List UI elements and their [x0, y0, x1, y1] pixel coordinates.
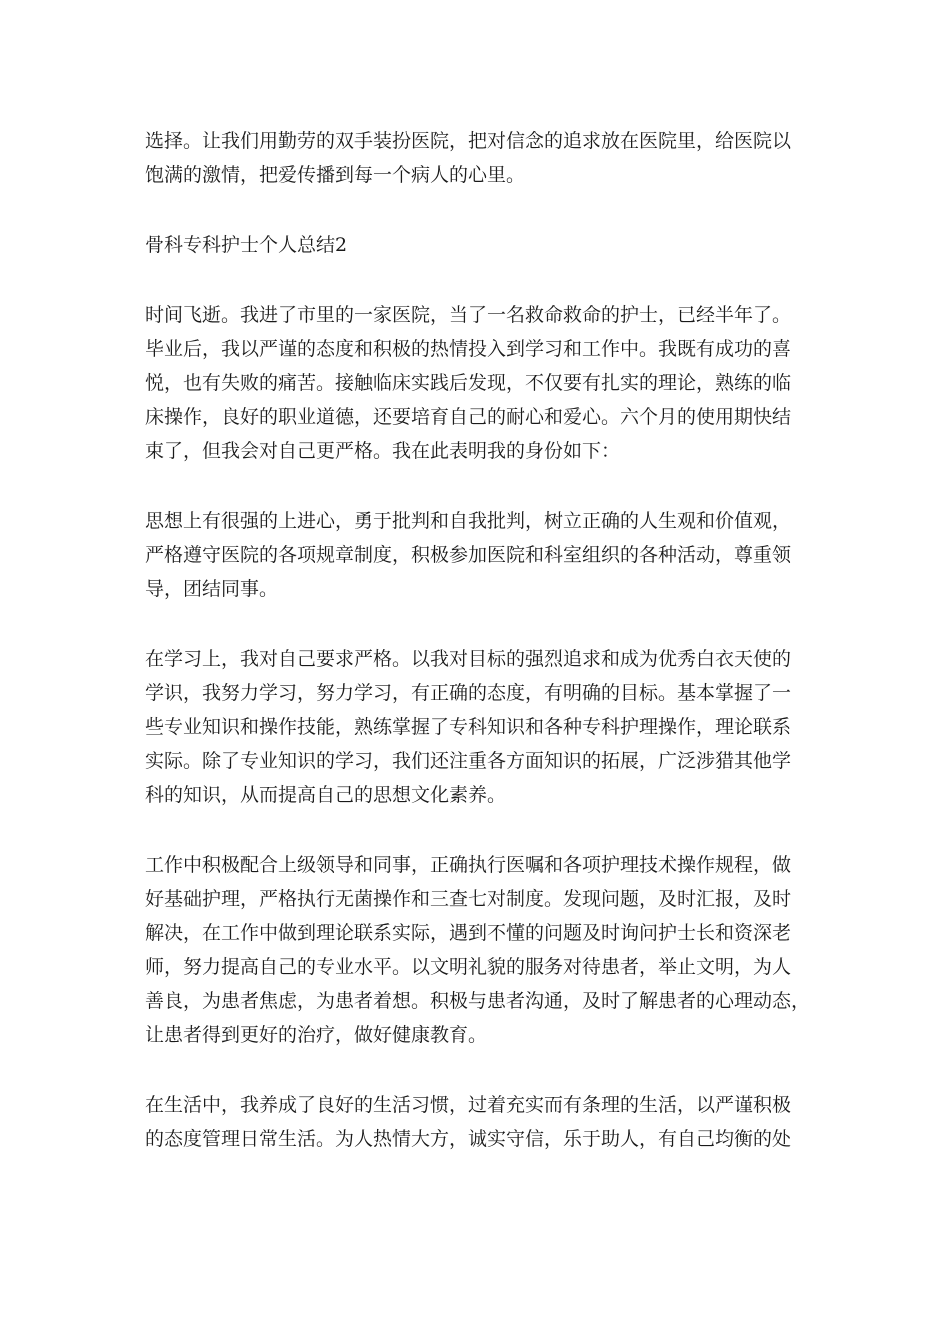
paragraph-1 — [145, 124, 810, 192]
text-line: 的态度管理日常生活。为人热情大方，诚实守信，乐于助人，有自己均衡的处 — [145, 1128, 792, 1150]
section-heading — [145, 228, 810, 262]
text-line: 科的知识，从而提高自己的思想文化素养。 — [145, 784, 507, 806]
paragraph-6 — [145, 848, 810, 1052]
text-line: 在生活中，我养成了良好的生活习惯，过着充实而有条理的生活，以严谨积极 — [145, 1094, 792, 1116]
text-line: 师，努力提高自己的专业水平。以文明礼貌的服务对待患者，举止文明，为人 — [145, 956, 792, 978]
text-line: 束了，但我会对自己更严格。我在此表明我的身份如下： — [145, 440, 621, 462]
paragraph-7 — [145, 1088, 810, 1156]
text-line: 些专业知识和操作技能，熟练掌握了专科知识和各种专科护理操作，理论联系 — [145, 716, 792, 738]
text-line: 悦，也有失败的痛苦。接触临床实践后发现，不仅要有扎实的理论，熟练的临 — [145, 372, 792, 394]
paragraph-4 — [145, 504, 810, 606]
text-line: 解决，在工作中做到理论联系实际，遇到不懂的问题及时询问护士长和资深老 — [145, 922, 792, 944]
text-line: 时间飞逝。我进了市里的一家医院，当了一名救命救命的护士，已经半年了。 — [145, 304, 792, 326]
paragraph-3 — [145, 298, 810, 468]
text-line: 毕业后，我以严谨的态度和积极的热情投入到学习和工作中。我既有成功的喜 — [145, 338, 792, 360]
text-line: 思想上有很强的上进心，勇于批判和自我批判，树立正确的人生观和价值观， — [145, 510, 792, 532]
text-line: 好基础护理，严格执行无菌操作和三查七对制度。发现问题，及时汇报，及时 — [145, 888, 792, 910]
text-line: 实际。除了专业知识的学习，我们还注重各方面知识的拓展，广泛涉猎其他学 — [145, 750, 792, 772]
text-line: 在学习上，我对自己要求严格。以我对目标的强烈追求和成为优秀白衣天使的 — [145, 648, 792, 670]
heading-text: 骨科专科护士个人总结2 — [145, 234, 348, 256]
text-line: 让患者得到更好的治疗，做好健康教育。 — [145, 1024, 488, 1046]
text-line: 严格遵守医院的各项规章制度，积极参加医院和科室组织的各种活动，尊重领 — [145, 544, 792, 566]
document-body — [145, 124, 810, 1192]
text-line: 床操作，良好的职业道德，还要培育自己的耐心和爱心。六个月的使用期快结 — [145, 406, 792, 428]
text-line: 选择。让我们用勤劳的双手装扮医院，把对信念的追求放在医院里，给医院以 — [145, 130, 792, 152]
text-line: 导，团结同事。 — [145, 578, 279, 600]
text-line: 善良，为患者焦虑，为患者着想。积极与患者沟通，及时了解患者的心理动态， — [145, 990, 811, 1012]
text-line: 饱满的激情，把爱传播到每一个病人的心里。 — [145, 164, 526, 186]
text-line: 工作中积极配合上级领导和同事，正确执行医嘱和各项护理技术操作规程，做 — [145, 854, 792, 876]
text-line: 学识，我努力学习，努力学习，有正确的态度，有明确的目标。基本掌握了一 — [145, 682, 792, 704]
paragraph-5 — [145, 642, 810, 812]
